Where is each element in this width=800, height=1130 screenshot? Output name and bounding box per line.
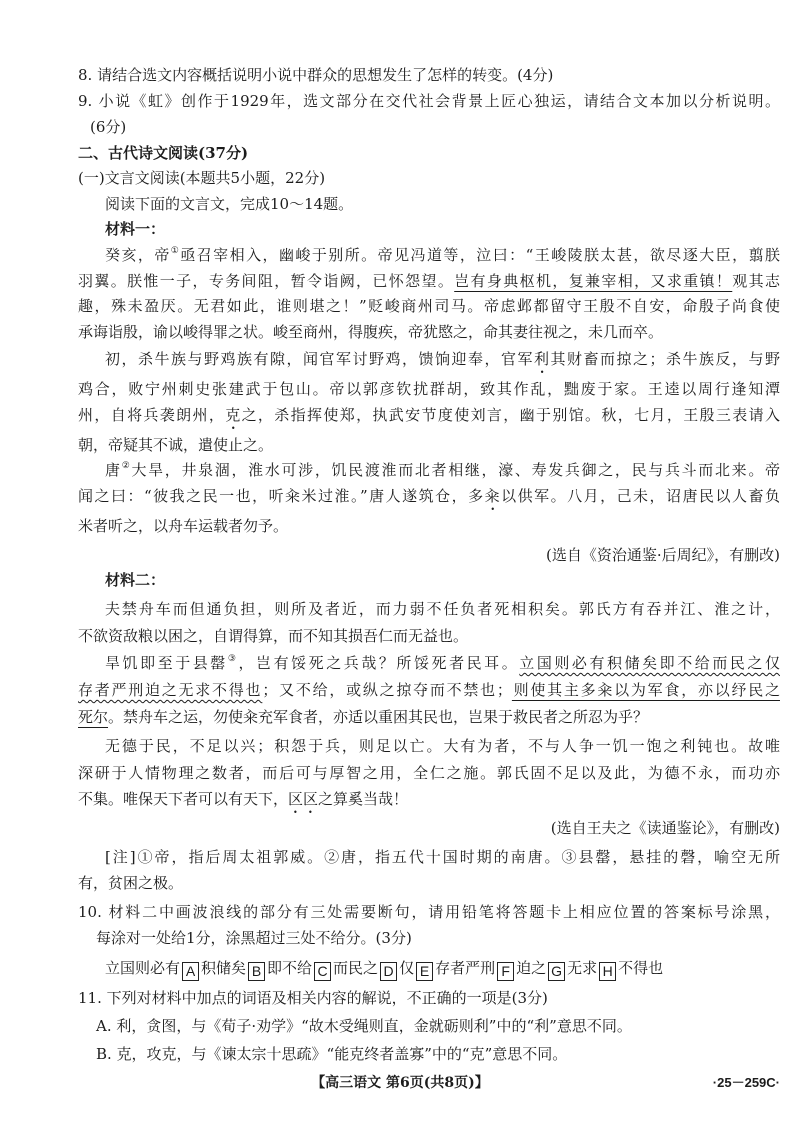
option-b: B. 克，攻克，与《谏太宗十思疏》“能克终者盖寡”中的“克”意思不同。 (96, 1045, 568, 1063)
text-line (78, 269, 780, 295)
material-1-source: (选自《资治通鉴·后周纪》，有删改) (546, 546, 780, 564)
material-1-paragraph (78, 347, 780, 458)
answer-option-box: B (248, 962, 265, 981)
text-run: 不得也 (618, 959, 664, 977)
text-run: 初，杀牛族与野鸡族有隙，闻官军讨野鸡，馈饷迎奉，官军 (105, 350, 534, 368)
underlined-text: 则使其主多籴以为军食，亦以纾民之 (511, 681, 780, 699)
text-line (78, 484, 780, 514)
reading-instruction: 阅读下面的文言文，完成10～14题。 (105, 195, 354, 213)
question-10-answer-line (105, 955, 780, 981)
text-run: 闻之曰：“彼我之民一也，听籴米过淮。”唐人遂筑仓，多 (78, 486, 485, 505)
footer-page-info: 【高三语文 第6页(共8页)】 (311, 1075, 489, 1091)
answer-option-box: C (314, 962, 331, 981)
text-run: 深研于人情物理之数者，而后可与厚智之用，全仁之施。郭氏固不足以及此，为德不永，而功亦 (78, 763, 780, 782)
text-line (78, 786, 780, 817)
text-line (78, 377, 780, 403)
text-run: 而民之 (333, 959, 379, 977)
text-run: 癸亥，帝 (105, 246, 171, 264)
text-run: 观其志 (732, 271, 780, 290)
answer-option-box: E (416, 962, 433, 981)
dotted-word: 利 (533, 350, 551, 368)
underlined-text: 死尔 (78, 708, 109, 726)
text-line (78, 320, 780, 346)
footnote-marker: ① (170, 246, 181, 256)
footnote-marker: ② (121, 461, 132, 471)
text-run: 无求 (567, 959, 598, 977)
question-11: 11. 下列对材料中加点的词语及相关内容的解说，不正确的一项是(3分) (78, 989, 548, 1007)
footer-code: ·25－259C· (712, 1075, 780, 1090)
section-heading: 二、古代诗文阅读(37分) (78, 144, 249, 162)
answer-option-box: G (548, 962, 565, 981)
text-line (78, 403, 780, 433)
question-10-line: 每涂对一处给1分，涂黑超过三处不给分。(3分) (96, 929, 412, 947)
text-run: 大旱，井泉涸，淮水可涉，饥民渡淮而北者相继，濠、寿发兵御之，民与兵斗而北来。帝 (131, 461, 780, 479)
text-run: 即不给 (267, 959, 313, 977)
text-run: 无德于民，不足以兴；积怨于兵，则足以亡。大有为者，不与人争一饥一饱之利钝也。故唯 (105, 737, 780, 755)
text-run: 以供军。八月，己未，诏唐民以人畜负 (501, 486, 780, 505)
answer-option-box: D (380, 962, 397, 981)
text-run: 朝，帝疑其不诚，遣使止之。 (78, 435, 274, 454)
underlined-text: 岂有身典枢机，复兼宰相，又求重镇！ (454, 271, 733, 290)
question-9-line: 9. 小说《虹》创作于1929年，选文部分在交代社会背景上匠心独运，请结合文本加以分析说明。 (78, 92, 780, 110)
text-run: 夫禁舟车而但通负担，则所及者近，而力弱不任负者死相积矣。郭氏方有吞并江、淮之计， (105, 600, 780, 618)
text-run: 米者听之，以舟车运载者勿予。 (78, 516, 289, 535)
text-line (78, 433, 780, 459)
option-a: A. 利，贪图，与《荀子·劝学》“故木受绳则直，金就砺则利”中的“利”意思不同。 (96, 1017, 632, 1035)
text-line (78, 677, 780, 704)
answer-option-box: A (182, 962, 199, 981)
material-2-paragraph (78, 733, 780, 817)
text-run: 羽翼。朕惟一子，专务间阻，暂令诣阙，已怀怨望。 (78, 271, 455, 290)
footnote-marker: ③ (227, 654, 239, 664)
text-line (78, 294, 780, 320)
text-run: 积储矣 (201, 959, 247, 977)
text-run: 不欲资敌粮以困之，自谓得算，而不知其损吾仁而无益也。 (78, 626, 469, 645)
material-1-label: 材料一： (105, 220, 166, 238)
text-run: 迫之 (516, 959, 547, 977)
text-run: 承诲诣殷，谕以峻得罪之状。峻至商州，得腹疾，帝犹愍之，命其妻往视之，未几而卒。 (78, 322, 664, 341)
text-line (78, 514, 780, 540)
material-1-paragraph (78, 458, 780, 539)
answer-option-box: F (497, 962, 514, 981)
footnotes (78, 844, 780, 896)
text-line (78, 760, 780, 787)
text-run: 亟召宰相入，幽峻于别所。帝见冯道等，泣曰：“王峻陵朕太甚，欲尽逐大臣，翦朕 (180, 246, 780, 264)
text-line (78, 623, 780, 650)
dotted-word: 籴 (484, 486, 502, 505)
text-run: 州，自将兵袭朗州， (78, 405, 226, 424)
text-run: ，岂有馁死之兵哉？所馁死者民耳。 (238, 654, 520, 672)
material-2-label: 材料二： (105, 571, 166, 589)
dotted-word: 区区 (288, 790, 319, 808)
text-run: 。禁舟车之运，勿使籴充军食者，亦适以重困其民也，岂果于救民者之所忍为乎？ (108, 708, 649, 726)
text-run: 立国则必有 (105, 959, 181, 977)
wavy-underlined-text: 立国则必有积储矣即不给而民之仅 (519, 654, 780, 672)
text-line (78, 458, 780, 484)
footnote-line: 有，贫困之极。 (78, 874, 184, 892)
text-run: ；又不给，或纵之掠夺而不禁也； (262, 681, 512, 699)
text-run: 旱饥即至于县罄 (105, 654, 228, 672)
text-line (78, 704, 780, 731)
text-line (78, 347, 780, 377)
text-run: 之算奚当哉！ (318, 790, 409, 808)
text-run: 唐 (105, 461, 122, 479)
text-run: 趣，殊未盈厌。无君如此，谁则堪之！”贬峻商州司马。帝虑邺都留守王殷不自安，命殷子尚食使 (78, 297, 780, 315)
text-run: 之，杀指挥使郑，执武安节度使刘言，幽于别馆。秋，七月，王殷三表请入 (241, 405, 780, 424)
wavy-underlined-text: 存者严刑迫之无求不得也 (78, 681, 263, 699)
question-9 (78, 88, 780, 140)
subsection-heading: (一)文言文阅读(本题共5小题，22分) (78, 169, 326, 187)
question-8: 8. 请结合选文内容概括说明小说中群众的思想发生了怎样的转变。(4分) (78, 66, 554, 84)
text-line (78, 596, 780, 623)
answer-option-box: H (599, 962, 616, 981)
material-2-paragraph (78, 650, 780, 731)
text-run: 不集。唯保天下者可以有天下， (78, 790, 289, 808)
text-run: 其财畜而掠之；杀牛族反，与野 (550, 350, 780, 368)
material-2-source: (选自王夫之《读通鉴论》，有删改) (550, 819, 780, 837)
question-9-line: (6分) (90, 118, 127, 136)
material-1-paragraph (78, 243, 780, 345)
text-line (78, 243, 780, 269)
footnote-line: [注]①帝，指后周太祖郭威。②唐，指五代十国时期的南唐。③县罄，悬挂的磬，喻空无所 (105, 848, 780, 866)
text-line (78, 733, 780, 760)
text-run: 仅 (399, 959, 415, 977)
dotted-word: 克 (225, 405, 242, 424)
text-run: 存者严刑 (435, 959, 496, 977)
answer-option-line (105, 955, 780, 981)
material-2-paragraph (78, 596, 780, 649)
text-line (78, 650, 780, 677)
question-10 (78, 899, 780, 951)
text-run: 鸡合，败宁州刺史张建武于包山。帝以郭彦钦扰群胡，致其作乱，黜废于家。王逵以周行逢知潭 (78, 380, 780, 398)
question-10-line: 10. 材料二中画波浪线的部分有三处需要断句，请用铅笔将答题卡上相应位置的答案标号涂黑， (78, 903, 780, 921)
